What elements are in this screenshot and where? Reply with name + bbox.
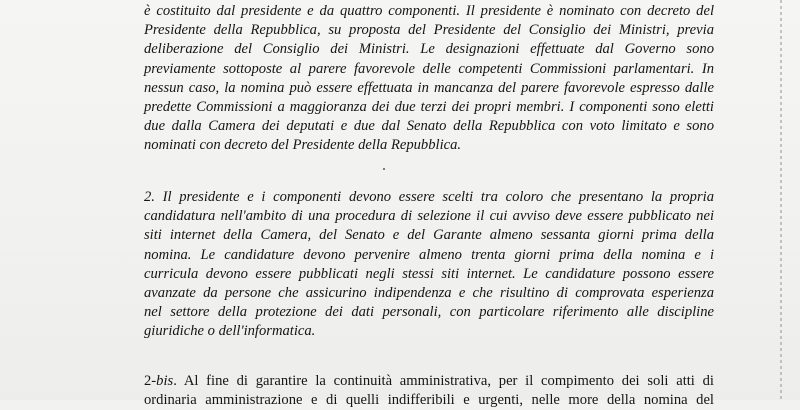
- paragraph-1-line-4: previamente sottoposte al parere favorevole delle competenti Commissioni parlamentari. In: [144, 60, 714, 77]
- stray-dot-mark: [383, 168, 385, 170]
- paragraph-3-line-1: [144, 372, 714, 391]
- paragraph-1-line-8: nominati con decreto del Presidente della Repubblica.: [144, 137, 462, 154]
- paragraph-2-line-1: 2. Il presidente e i componenti devono essere scelti tra coloro che presentano la propria: [144, 189, 714, 205]
- paragraph-2-line-8: giuridiche o dell'informatica.: [144, 323, 316, 340]
- paragraph-2-line-2: candidatura nell'ambito di una procedura di selezione il cui avviso deve essere pubblicato nei: [144, 208, 714, 225]
- paragraph-3-line-2: ordinaria amministrazione e di quelli indifferibili e urgenti, nelle more della nomina del: [144, 392, 714, 409]
- paragraph-2-line-4: nomina. Le candidature devono pervenire almeno trenta giorni prima della nomina e i: [144, 246, 714, 263]
- paragraph-3-text-1: . Al fine di garantire la continuità amministrativa, per il compimento dei soli atti di: [173, 373, 714, 389]
- paragraph-3: [144, 372, 714, 410]
- paragraph-1-line-3: deliberazione del Consiglio dei Ministri. Le designazioni effettuate dal Governo sono: [144, 41, 714, 58]
- paragraph-1-line-6: predette Commissioni a maggioranza dei due terzi dei propri membri. I componenti sono eletti: [144, 98, 714, 115]
- paragraph-2-line-6: avanzate da persone che assicurino indipendenza e che risultino di comprovata esperienza: [144, 284, 714, 301]
- paragraph-3-number: 2-: [144, 373, 157, 389]
- paragraph-2-line-5: curricula devono essere pubblicati negli stessi siti internet. Le candidature possono essere: [144, 265, 714, 282]
- paragraph-2-line-3: siti internet della Camera, del Senato e del Garante almeno sessanta giorni prima della: [144, 227, 714, 244]
- paragraph-2-line-7: nel settore della protezione dei dati personali, con particolare riferimento alle discipline: [144, 304, 714, 321]
- paragraph-2: [144, 188, 714, 342]
- paragraph-1: [144, 2, 714, 156]
- paragraph-1-line-1: è costituito dal presidente e da quattro componenti. Il presidente è nominato con decreto del: [144, 3, 714, 19]
- page-right-edge: [780, 0, 782, 400]
- paragraph-1-line-2: Presidente della Repubblica, su proposta del Presidente del Consiglio dei Ministri, previa: [144, 22, 714, 39]
- paragraph-1-line-7: due dalla Camera dei deputati e due dal Senato della Repubblica con voto limitato e sono: [144, 118, 714, 135]
- paragraph-3-number-suffix: bis: [156, 373, 174, 389]
- paragraph-1-line-5: nessun caso, la nomina può essere effettuata in mancanza del parere favorevole espresso dalle: [144, 79, 714, 96]
